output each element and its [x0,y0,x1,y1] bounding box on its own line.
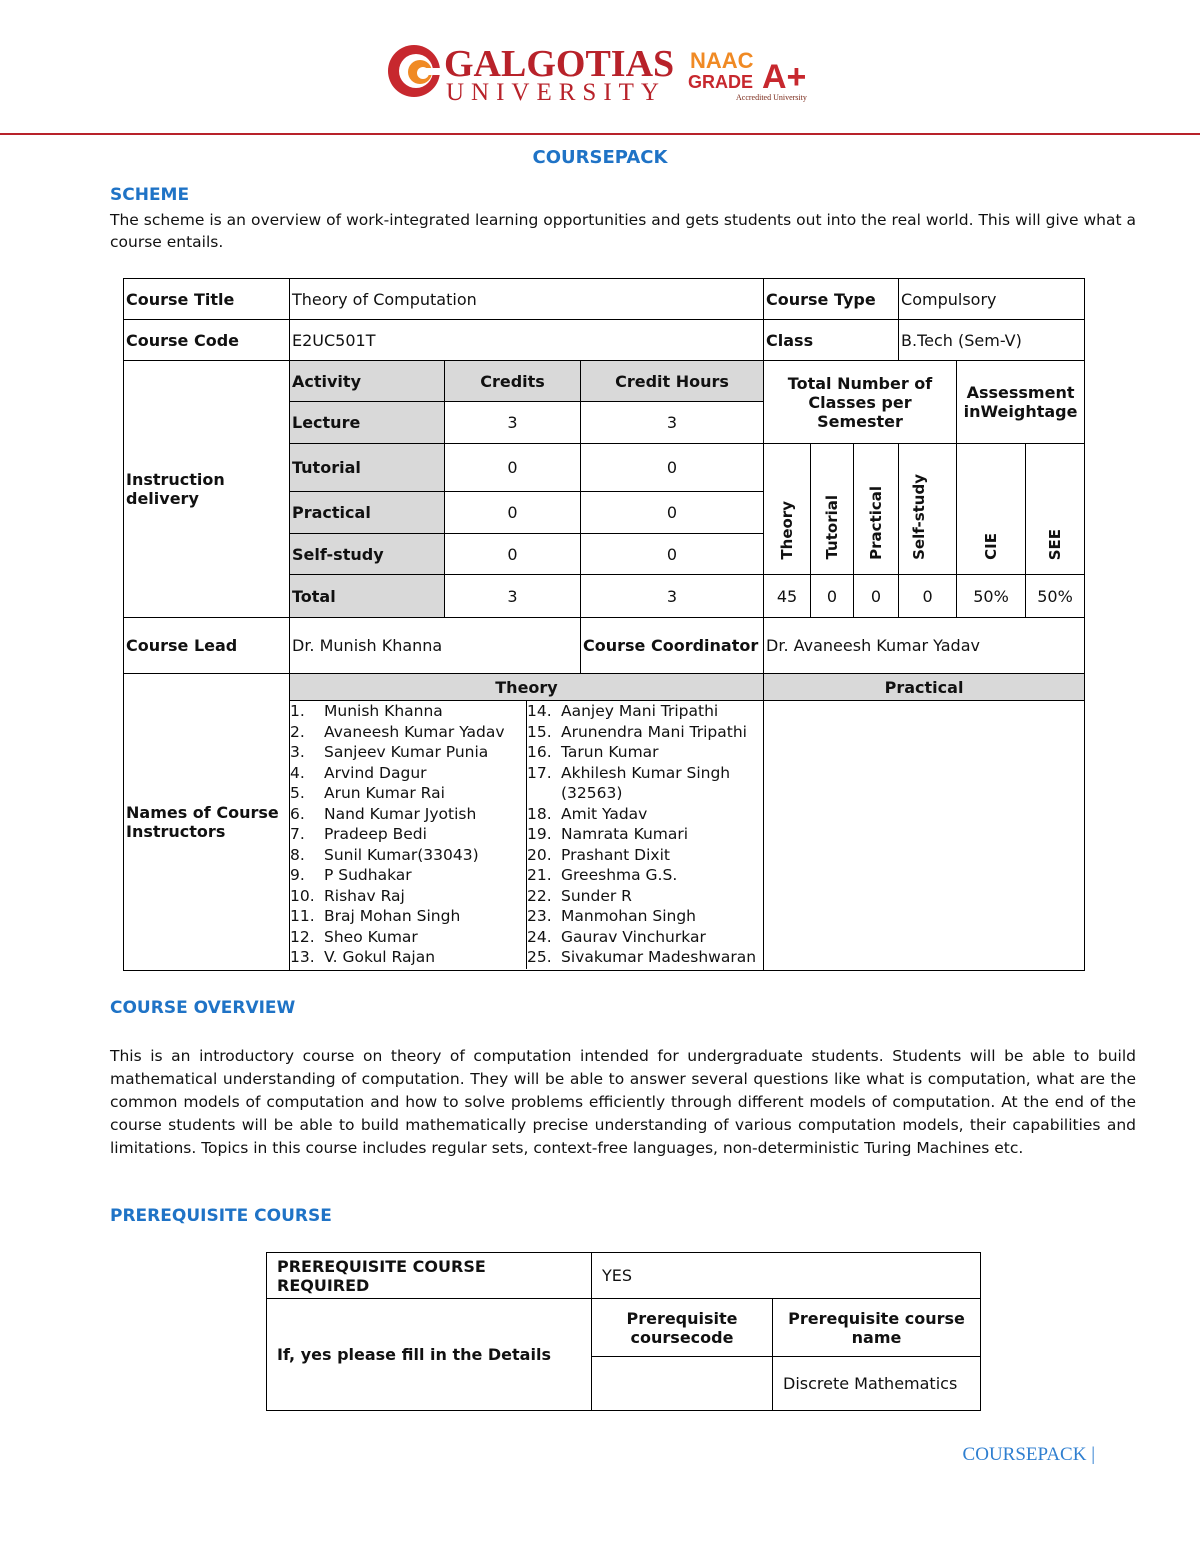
instructor-name: Braj Mohan Singh [324,907,461,925]
course-code-label: Course Code [124,320,290,361]
header-divider [0,133,1200,135]
class-value: B.Tech (Sem-V) [899,320,1085,361]
instructor-number: 6. [290,804,305,823]
assessment-type-label: SEE [1046,528,1065,560]
instructor-number: 15. [527,722,552,741]
class-type-label: Tutorial [823,495,842,560]
instructor-name: (32563) [561,784,623,802]
instructor-name: Pradeep Bedi [324,825,427,843]
instructor-item [527,845,763,866]
instructor-item [290,927,526,948]
activity-name: Tutorial [290,444,445,492]
instructor-number: 1. [290,702,305,720]
activity-hours: 0 [581,492,764,534]
instructor-number: 20. [527,845,552,864]
instructor-name: Avaneesh Kumar Yadav [324,722,505,741]
instructor-item [290,763,526,784]
activity-hours: 3 [581,575,764,618]
instructor-item [290,701,526,722]
class-value: 0 [854,575,899,618]
instructor-number: 25. [527,948,552,966]
practical-instructors [764,701,1085,971]
university-logo [384,40,824,104]
instructor-name: Akhilesh Kumar Singh [561,763,731,782]
prereq-required-value: YES [592,1253,981,1299]
class-type-label: Self-study [909,474,928,560]
instructor-number: 4. [290,763,305,782]
prereq-name-header: Prerequisite course name [773,1299,981,1357]
coordinator-value: Dr. Avaneesh Kumar Yadav [764,618,1085,674]
activity-credits: 0 [445,444,581,492]
instructor-name: Aanjey Mani Tripathi [561,702,719,720]
instructor-number: 14. [527,702,552,720]
prereq-code-value [592,1357,773,1411]
instructor-item [290,824,526,845]
instructor-name: P Sudhakar [324,866,412,884]
instructor-name: Nand Kumar Jyotish [324,804,477,823]
instructors-label: Names of Course Instructors [124,674,290,971]
instructor-name: Arun Kumar Rai [324,784,445,802]
class-value: 0 [899,575,957,618]
instructor-item [290,947,526,968]
instructor-number: 21. [527,866,552,884]
course-lead-label: Course Lead [124,618,290,674]
instructor-item [527,906,763,927]
course-type-label: Course Type [764,279,899,320]
instructor-number: 5. [290,784,305,802]
instructor-name: Sanjeev Kumar Punia [324,743,489,761]
instructor-number: 10. [290,886,315,905]
instructor-item [527,722,763,743]
course-code-value: E2UC501T [290,320,764,361]
accredited-text: Accredited University [736,93,807,102]
course-type-value: Compulsory [899,279,1085,320]
instructor-name: Greeshma G.S. [561,866,678,884]
naac-text: NAAC [690,48,754,73]
overview-heading: COURSE OVERVIEW [110,998,296,1018]
instructor-number: 12. [290,927,315,946]
instructor-item [527,701,763,722]
instructor-item [290,804,526,825]
instructor-item [290,722,526,743]
instructor-item [290,783,526,804]
class-value: 0 [811,575,854,618]
credit-hours-header: Credit Hours [581,361,764,402]
instructor-number: 24. [527,927,552,946]
total-classes-header: Total Number of Classes per Semester [764,361,957,444]
instructor-number: 8. [290,845,305,864]
activity-hours: 0 [581,444,764,492]
instructor-name: Sheo Kumar [324,927,418,946]
activity-hours: 0 [581,534,764,575]
instructor-name: Amit Yadav [561,804,648,823]
activity-credits: 0 [445,492,581,534]
grade-text: GRADE [688,72,754,92]
footer-label: COURSEPACK | [962,1444,1095,1465]
activity-hours: 3 [581,402,764,444]
instructor-number: 23. [527,907,552,925]
logo-sub: UNIVERSITY [446,79,666,104]
scheme-text: The scheme is an overview of work-integrated learning opportunities and gets students out into the real world. This will give what a course entails. [110,211,1136,251]
class-type-label: Practical [867,486,886,560]
activity-header: Activity [290,361,445,402]
instructor-number: 16. [527,743,552,761]
instructor-name: Rishav Raj [324,886,405,905]
course-scheme-table [123,278,1085,971]
galgotias-swirl-icon [388,45,442,97]
instructor-item [527,783,763,804]
instructor-number: 18. [527,804,552,823]
instructor-list-2 [527,701,763,969]
instructor-item [290,845,526,866]
prerequisite-heading: PREREQUISITE COURSE [110,1206,332,1226]
activity-name: Practical [290,492,445,534]
prereq-required-label: PREREQUISITE COURSE REQUIRED [267,1253,592,1299]
activity-credits: 3 [445,402,581,444]
instructor-item [290,886,526,907]
grade-value: A+ [762,58,807,96]
instructor-name: Namrata Kumari [561,825,689,843]
course-lead-value: Dr. Munish Khanna [290,618,581,674]
prereq-code-header: Prerequisite coursecode [592,1299,773,1357]
instructor-number: 17. [527,763,552,782]
instructor-name: Arvind Dagur [324,763,427,782]
instructor-item [527,886,763,907]
instructor-item [290,906,526,927]
instructor-number: 13. [290,948,315,966]
instructor-number: 7. [290,825,305,843]
instructor-name: Tarun Kumar [561,743,659,761]
prereq-details-label: If, yes please fill in the Details [267,1299,592,1411]
instructor-number: 11. [290,907,315,925]
assessment-type-label: CIE [982,533,1001,560]
class-label: Class [764,320,899,361]
assessment-value: 50% [957,575,1026,618]
instructor-item [527,824,763,845]
instructor-number: 9. [290,866,305,884]
scheme-heading: SCHEME [110,185,190,205]
instructor-item [527,865,763,886]
instructor-item [527,927,763,948]
instructor-name: V. Gokul Rajan [324,948,436,966]
instructor-item [290,742,526,763]
instructor-number [527,783,561,804]
instructor-item [527,947,763,968]
instructor-name: Gaurav Vinchurkar [561,927,706,946]
activity-name: Lecture [290,402,445,444]
prerequisite-table [266,1252,981,1411]
assessment-header: Assessment inWeightage [957,361,1085,444]
assessment-value: 50% [1026,575,1085,618]
activity-credits: 0 [445,534,581,575]
instructor-number: 3. [290,743,305,761]
credits-header: Credits [445,361,581,402]
instructor-name: Prashant Dixit [561,845,670,864]
instructor-number: 22. [527,886,552,905]
instructor-list-1 [290,701,527,969]
instructor-name: Sunder R [561,886,632,905]
instructor-item [527,742,763,763]
coordinator-label: Course Coordinator [581,618,764,674]
theory-header: Theory [290,674,764,701]
activity-credits: 3 [445,575,581,618]
instructor-name: Manmohan Singh [561,907,696,925]
instructor-name: Arunendra Mani Tripathi [561,722,747,741]
course-title-label: Course Title [124,279,290,320]
instructor-name: Sunil Kumar(33043) [324,845,479,864]
course-title-value: Theory of Computation [290,279,764,320]
page-title: COURSEPACK [532,147,668,168]
instructor-item [527,763,763,784]
activity-name: Self-study [290,534,445,575]
instructor-number: 19. [527,825,552,843]
class-type-label: Theory [778,501,797,560]
overview-text: This is an introductory course on theory of computation intended for undergraduate students. Students will be able to build mathematical understanding of computation. They will be able to answer several questions like what is computation, what are the common models of computation and how to solve problems efficiently through different models of computation. At the end of the course students will be able to build mathematically precise understanding of various computation models, their capabilities and limitations. Topics in this course includes regular sets, context-free languages, non-deterministic Turing Machines etc. [110,1047,1136,1157]
instructor-item [527,804,763,825]
instruction-delivery-label: Instruction delivery [124,361,290,618]
logo-name: GALGOTIAS [444,43,675,85]
activity-name: Total [290,575,445,618]
instructor-number: 2. [290,722,305,741]
instructor-name: Sivakumar Madeshwaran [561,948,757,966]
prereq-name-value: Discrete Mathematics [773,1357,981,1411]
instructor-name: Munish Khanna [324,702,443,720]
practical-header: Practical [764,674,1085,701]
class-value: 45 [764,575,811,618]
instructor-item [290,865,526,886]
